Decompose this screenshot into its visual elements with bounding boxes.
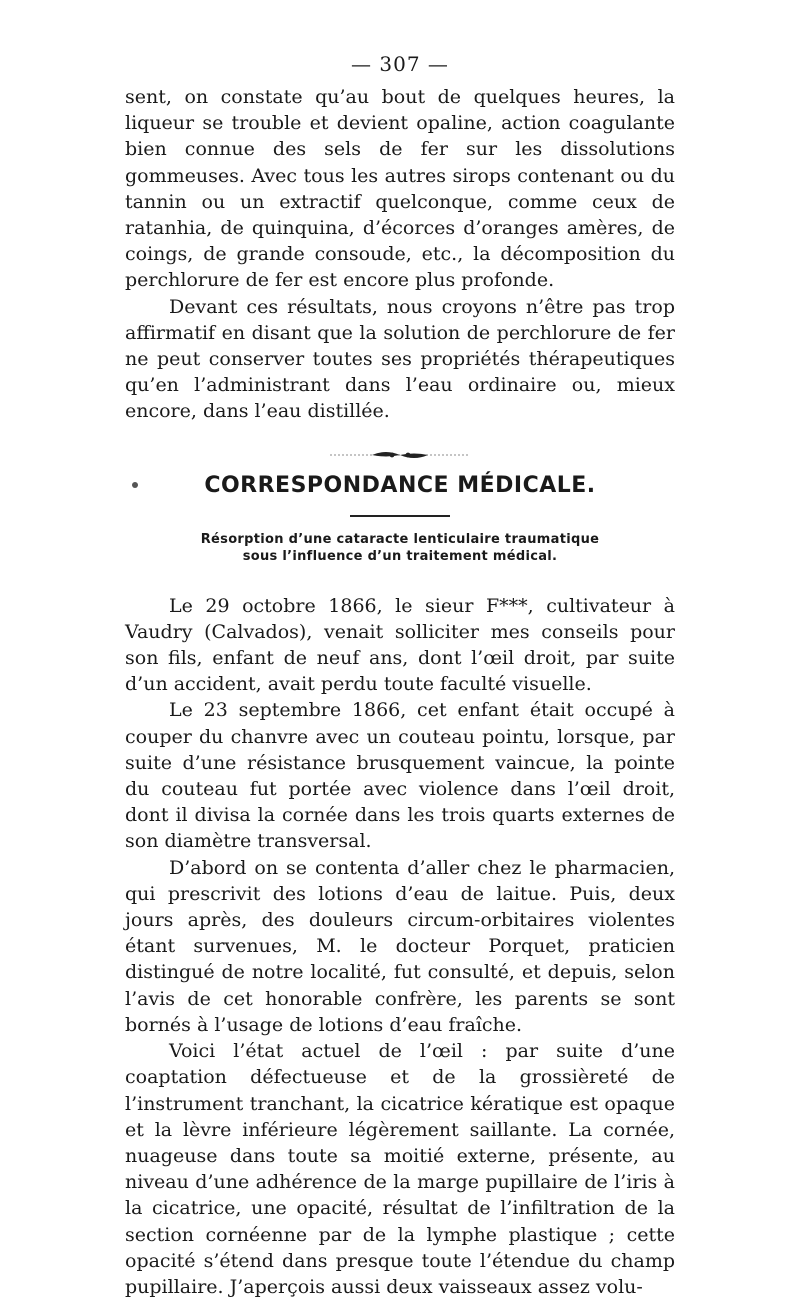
section-title — [125, 471, 675, 501]
title-divider — [350, 515, 450, 517]
article-paragraph-4: Voici l’état actuel de l’œil : par suite d’une coaptation défectueuse et de la grossièreté de l’instrument tranchant, la cicatrice kératique est opaque et la lèvre inférieure légèrement saillante. La cornée, nuageuse dans toute sa moitié externe, présente, au niveau d’une adhérence de la marge pupillaire de l’iris à la cicatrice, une opacité, résultat de l’infiltration de la section cornéenne par de la lymphe plastique ; cette opacité s’étend dans presque toute l’étendue du champ pupillaire. J’aperçois aussi deux vaisseaux assez volu- — [125, 1040, 675, 1298]
article-subtitle — [125, 531, 675, 565]
subtitle-line-1: Résorption d’une cataracte lenticulaire traumatique — [200, 531, 600, 547]
margin-dot — [132, 482, 138, 488]
intro-paragraph-1: sent, on constate qu’au bout de quelques heures, la liqueur se trouble et devient opaline, action coagulante bien connue des sels de fer sur les dissolutions gommeuses. Avec tous les autres sirops contenant ou du tannin ou un extractif quelconque, comme ceux de ratanhia, de quinquina, d’écorces d’oranges amères, de coings, de grande consoude, etc., la décomposition du perchlorure de fer est encore plus profonde. — [125, 86, 675, 292]
article-paragraph-3: D’abord on se contenta d’aller chez le pharmacien, qui prescrivit des lotions d’eau de laitue. Puis, deux jours après, des douleurs circum-orbitaires violentes étant survenues, M. le docteur Porquet, praticien distingué de notre localité, fut consulté, et depuis, selon l’avis de cet honorable confrère, les parents se sont bornés à l’usage de lotions d’eau fraîche. — [125, 856, 675, 1036]
section-title-text: CORRESPONDANCE MÉDICALE. — [204, 472, 596, 498]
page-number: — 307 — — [351, 52, 449, 76]
subtitle-line-2: sous l’influence d’un traitement médical. — [242, 548, 558, 564]
intro-paragraph-2: Devant ces résultats, nous croyons n’être pas trop affirmatif en disant que la solution de perchlorure de fer ne peut conserver toutes ses propriétés thérapeutiques qu’en l’administrant dans l’eau ordinaire ou, mieux encore, dans l’eau distillée. — [125, 295, 675, 423]
article-paragraph-2: Le 23 septembre 1866, cet enfant était occupé à couper du chanvre avec un couteau pointu, lorsque, par suite d’une résistance brusquement vaincue, la pointe du couteau fut portée avec violence dans l’œil droit, dont il divisa la cornée dans les trois quarts externes de son diamètre transversal. — [125, 699, 675, 853]
section-ornament — [330, 449, 470, 461]
article-paragraph-1: Le 29 octobre 1866, le sieur F***, cultivateur à Vaudry (Calvados), venait solliciter mes conseils pour son fils, enfant de neuf ans, dont l’œil droit, par suite d’un accident, avait perdu toute faculté visuelle. — [125, 594, 675, 696]
book-page — [125, 52, 675, 1300]
